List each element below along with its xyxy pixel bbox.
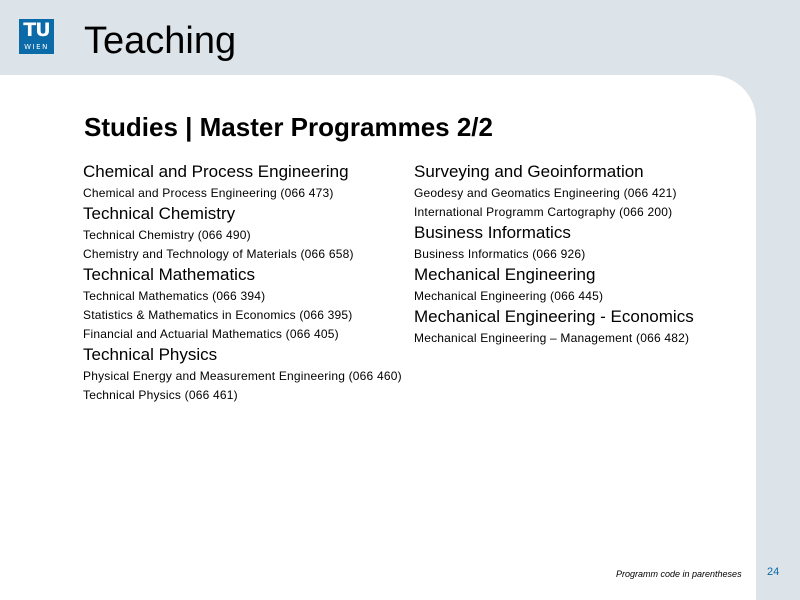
- group-title: Mechanical Engineering: [414, 265, 596, 284]
- programme-item: Geodesy and Geomatics Engineering (066 421): [414, 186, 677, 200]
- logo-tu-text: TU: [23, 19, 50, 41]
- group-title: Technical Mathematics: [83, 265, 255, 284]
- tu-wien-logo: [19, 19, 54, 54]
- programme-item: Business Informatics (066 926): [414, 247, 586, 261]
- group-title: Mechanical Engineering - Economics: [414, 307, 694, 326]
- programme-item: Technical Chemistry (066 490): [83, 228, 251, 242]
- programme-group: [83, 265, 393, 342]
- page-number: 24: [767, 566, 780, 578]
- programme-group: [414, 162, 744, 220]
- programme-item: Mechanical Engineering (066 445): [414, 289, 604, 303]
- programme-group: [414, 307, 744, 346]
- group-title: Business Informatics: [414, 223, 571, 242]
- programme-item: Chemical and Process Engineering (066 473): [83, 186, 334, 200]
- group-title: Technical Chemistry: [83, 204, 236, 223]
- programme-group: [414, 265, 744, 304]
- programme-group: [414, 223, 744, 262]
- left-column: [83, 162, 402, 406]
- right-column: [414, 162, 744, 349]
- logo-wien-text: WIEN: [24, 43, 49, 51]
- group-title: Technical Physics: [83, 345, 218, 364]
- programme-item: Financial and Actuarial Mathematics (066 405): [83, 327, 339, 341]
- programme-group: [83, 204, 393, 262]
- programme-item: Technical Physics (066 461): [83, 388, 238, 402]
- group-title: Surveying and Geoinformation: [414, 162, 644, 181]
- programme-item: Mechanical Engineering – Management (066 482): [414, 331, 690, 345]
- programme-item: Physical Energy and Measurement Engineering (066 460): [83, 369, 402, 383]
- section-heading: Studies | Master Programmes 2/2: [84, 112, 493, 142]
- programme-item: Statistics & Mathematics in Economics (066 395): [83, 308, 353, 322]
- page-title: Teaching: [84, 20, 237, 62]
- programme-item: Chemistry and Technology of Materials (066 658): [83, 247, 354, 261]
- group-title: Chemical and Process Engineering: [83, 162, 349, 181]
- footnote: Programm code in parentheses: [616, 569, 742, 579]
- programme-group: [83, 162, 393, 201]
- programme-item: Technical Mathematics (066 394): [83, 289, 266, 303]
- programme-item: International Programm Cartography (066 200): [414, 205, 673, 219]
- programme-group: [83, 345, 402, 403]
